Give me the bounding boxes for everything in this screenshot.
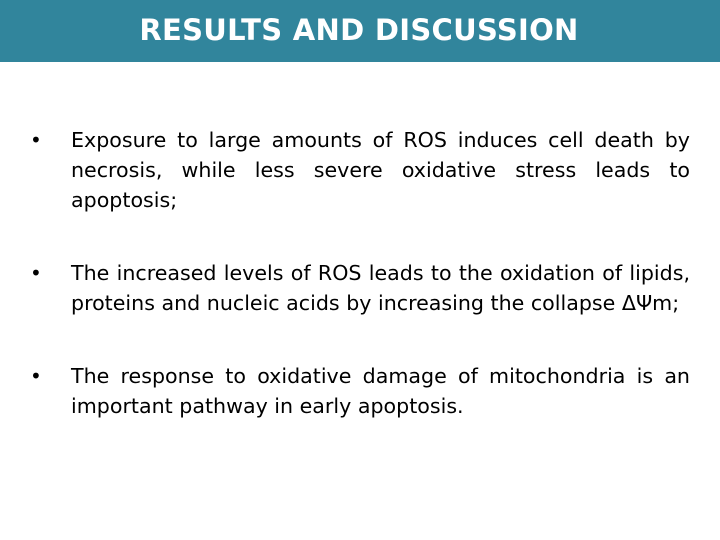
bullet-item: [30, 361, 690, 421]
bullet-icon: •: [30, 364, 42, 388]
bullet-item: [30, 258, 690, 318]
bullet-list: [30, 125, 690, 421]
title-bar: [0, 0, 720, 62]
bullet-text: Exposure to large amounts of ROS induces cell death by necrosis, while less severe oxidative stress leads to apoptosis;: [71, 128, 690, 212]
bullet-icon: •: [30, 128, 42, 152]
bullet-item: [30, 125, 690, 215]
bullet-icon: •: [30, 261, 42, 285]
bullet-text: The response to oxidative damage of mitochondria is an important pathway in early apoptosis.: [71, 364, 690, 418]
slide-title: RESULTS AND DISCUSSION: [139, 13, 579, 47]
bullet-text: The increased levels of ROS leads to the oxidation of lipids, proteins and nucleic acids by increasing the collapse ΔΨm;: [71, 261, 690, 315]
